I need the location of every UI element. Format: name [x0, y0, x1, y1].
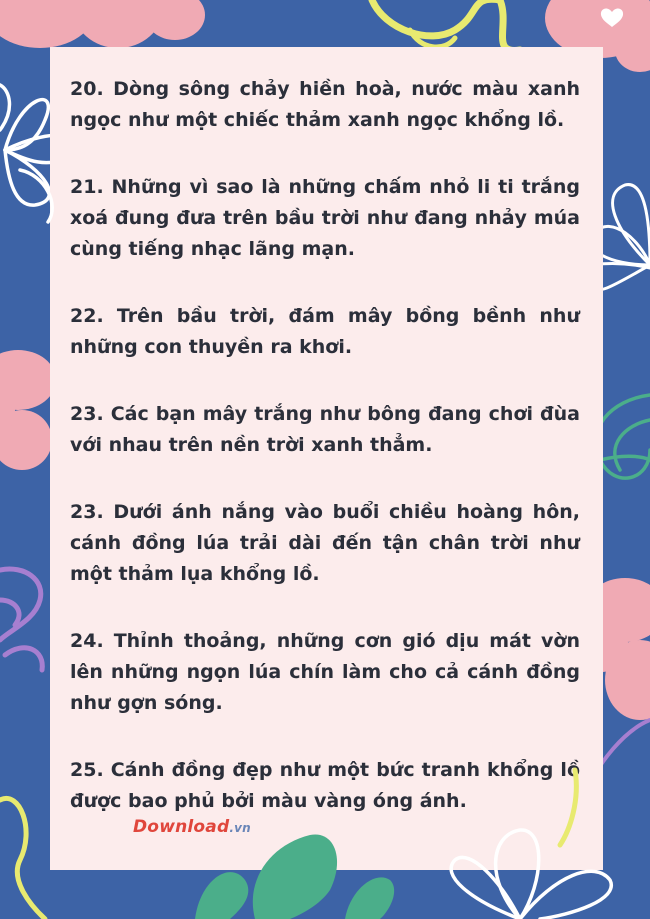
pink-flower-top-left-icon — [0, 0, 205, 48]
purple-line-leaf-left-icon — [0, 569, 42, 670]
yellow-line-bottom-left-icon — [0, 798, 45, 919]
paragraph-23a: 23. Các bạn mây trắng như bông đang chơi đùa với nhau trên nền trời xanh thẳm. — [70, 403, 580, 456]
paragraph-22: 22. Trên bầu trời, đám mây bồng bềnh như những con thuyền ra khơi. — [70, 305, 580, 358]
paragraph-24: 24. Thỉnh thoảng, những cơn gió dịu mát vờn lên những ngọn lúa chín làm cho cả cánh đồng như gợn sóng. — [70, 630, 580, 714]
watermark-suffix: .vn — [229, 821, 251, 835]
paragraph-21: 21. Những vì sao là những chấm nhỏ li ti trắng xoá đung đưa trên bầu trời như đang nhảy múa cùng tiếng nhạc lãng mạn. — [70, 176, 580, 260]
paragraph-list — [70, 74, 580, 853]
green-line-leaf-right-icon — [596, 395, 650, 478]
paragraph-20: 20. Dòng sông chảy hiền hoà, nước màu xanh ngọc như một chiếc thảm xanh ngọc khổng lồ. — [70, 78, 580, 131]
download-vn-watermark — [133, 817, 251, 837]
pink-flower-left-icon — [0, 350, 56, 470]
watermark-name: Download — [133, 817, 230, 837]
paragraph-25: 25. Cánh đồng đẹp như một bức tranh khổng lồ được bao phủ bởi màu vàng óng ánh. — [70, 759, 580, 812]
paragraph-23b: 23. Dưới ánh nắng vào buổi chiều hoàng hôn, cánh đồng lúa trải dài đến tận chân trời như một thảm lụa khổng lồ. — [70, 501, 580, 585]
